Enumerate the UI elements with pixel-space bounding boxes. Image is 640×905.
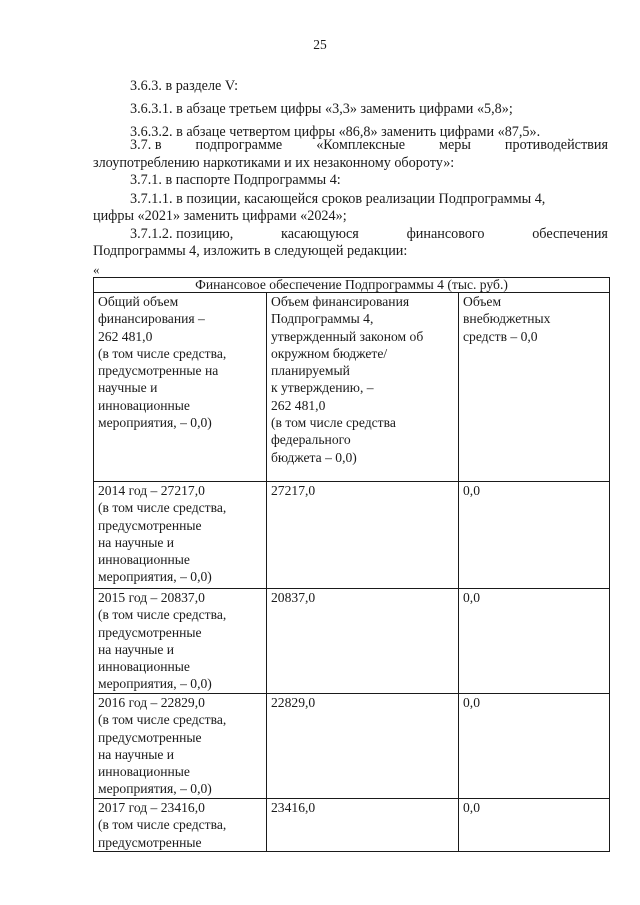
paragraph-3-6-3-1: 3.6.3.1. в абзаце третьем цифры «3,3» заменить цифрами «5,8»; [130,101,513,117]
word: подпрограмме [195,137,283,153]
row-2016-total: 2016 год – 22829,0 (в том числе средства, предусмотренные на научные и инновационные мероприятия, – 0,0) [94,694,267,799]
table-row [94,694,610,799]
table-title-row [94,278,610,293]
table-row [94,589,610,694]
paragraph-3-7-line1 [130,137,608,154]
table-row [94,482,610,589]
row-2017-total: 2017 год – 23416,0 (в том числе средства, предусмотренные [94,799,267,852]
row-2014-extrabudgetary: 0,0 [459,482,610,589]
paragraph-3-6-3: 3.6.3. в разделе V: [130,78,239,94]
word: финансового [406,226,485,242]
paragraph-3-7-1: 3.7.1. в паспорте Подпрограммы 4: [130,172,341,188]
paragraph-3-7-1-1-line1: 3.7.1.1. в позиции, касающейся сроков реализации Подпрограммы 4, [130,191,546,207]
paragraph-3-6-3-2: 3.6.3.2. в абзаце четвертом цифры «86,8» заменить цифрами «87,5». [130,124,541,140]
row-2017-approved: 23416,0 [267,799,459,852]
header-extrabudgetary: Объем внебюджетных средств – 0,0 [459,293,610,482]
opening-quote-mark: « [93,262,100,277]
page-number: 25 [313,37,327,52]
word: 3.7.1.2. позицию, [130,226,234,242]
header-approved-financing: Объем финансирования Подпрограммы 4, утвержденный законом об окружном бюджете/ планируемый к утверждению, – 262 481,0 (в том числе средства федерального бюджета – 0,0) [267,293,459,482]
word: касающуюся [281,226,359,242]
word: меры [439,137,471,153]
row-2016-approved: 22829,0 [267,694,459,799]
paragraph-3-7-1-2-line2: Подпрограммы 4, изложить в следующей редакции: [93,243,408,259]
row-2014-approved: 27217,0 [267,482,459,589]
word: 3.7. в [130,137,162,153]
row-2015-extrabudgetary: 0,0 [459,589,610,694]
paragraph-3-7-1-2-line1 [130,226,608,243]
row-2015-total: 2015 год – 20837,0 (в том числе средства, предусмотренные на научные и инновационные мероприятия, – 0,0) [94,589,267,694]
word: противодействия [504,137,608,153]
row-2017-extrabudgetary: 0,0 [459,799,610,852]
word: обеспечения [532,226,608,242]
header-total-financing: Общий объем финансирования – 262 481,0 (в том числе средства, предусмотренные на научные и инновационные мероприятия, – 0,0) [94,293,267,482]
financing-table [93,277,610,852]
word: «Комплексные [316,137,406,153]
row-2016-extrabudgetary: 0,0 [459,694,610,799]
table-title: Финансовое обеспечение Подпрограммы 4 (тыс. руб.) [94,278,610,293]
paragraph-3-7-1-1-line2: цифры «2021» заменить цифрами «2024»; [93,208,347,224]
table-header-row [94,293,610,482]
row-2015-approved: 20837,0 [267,589,459,694]
paragraph-3-7-line2: злоупотреблению наркотиками и их незаконному обороту»: [93,155,455,171]
row-2014-total: 2014 год – 27217,0 (в том числе средства, предусмотренные на научные и инновационные мероприятия, – 0,0) [94,482,267,589]
table-row [94,799,610,852]
